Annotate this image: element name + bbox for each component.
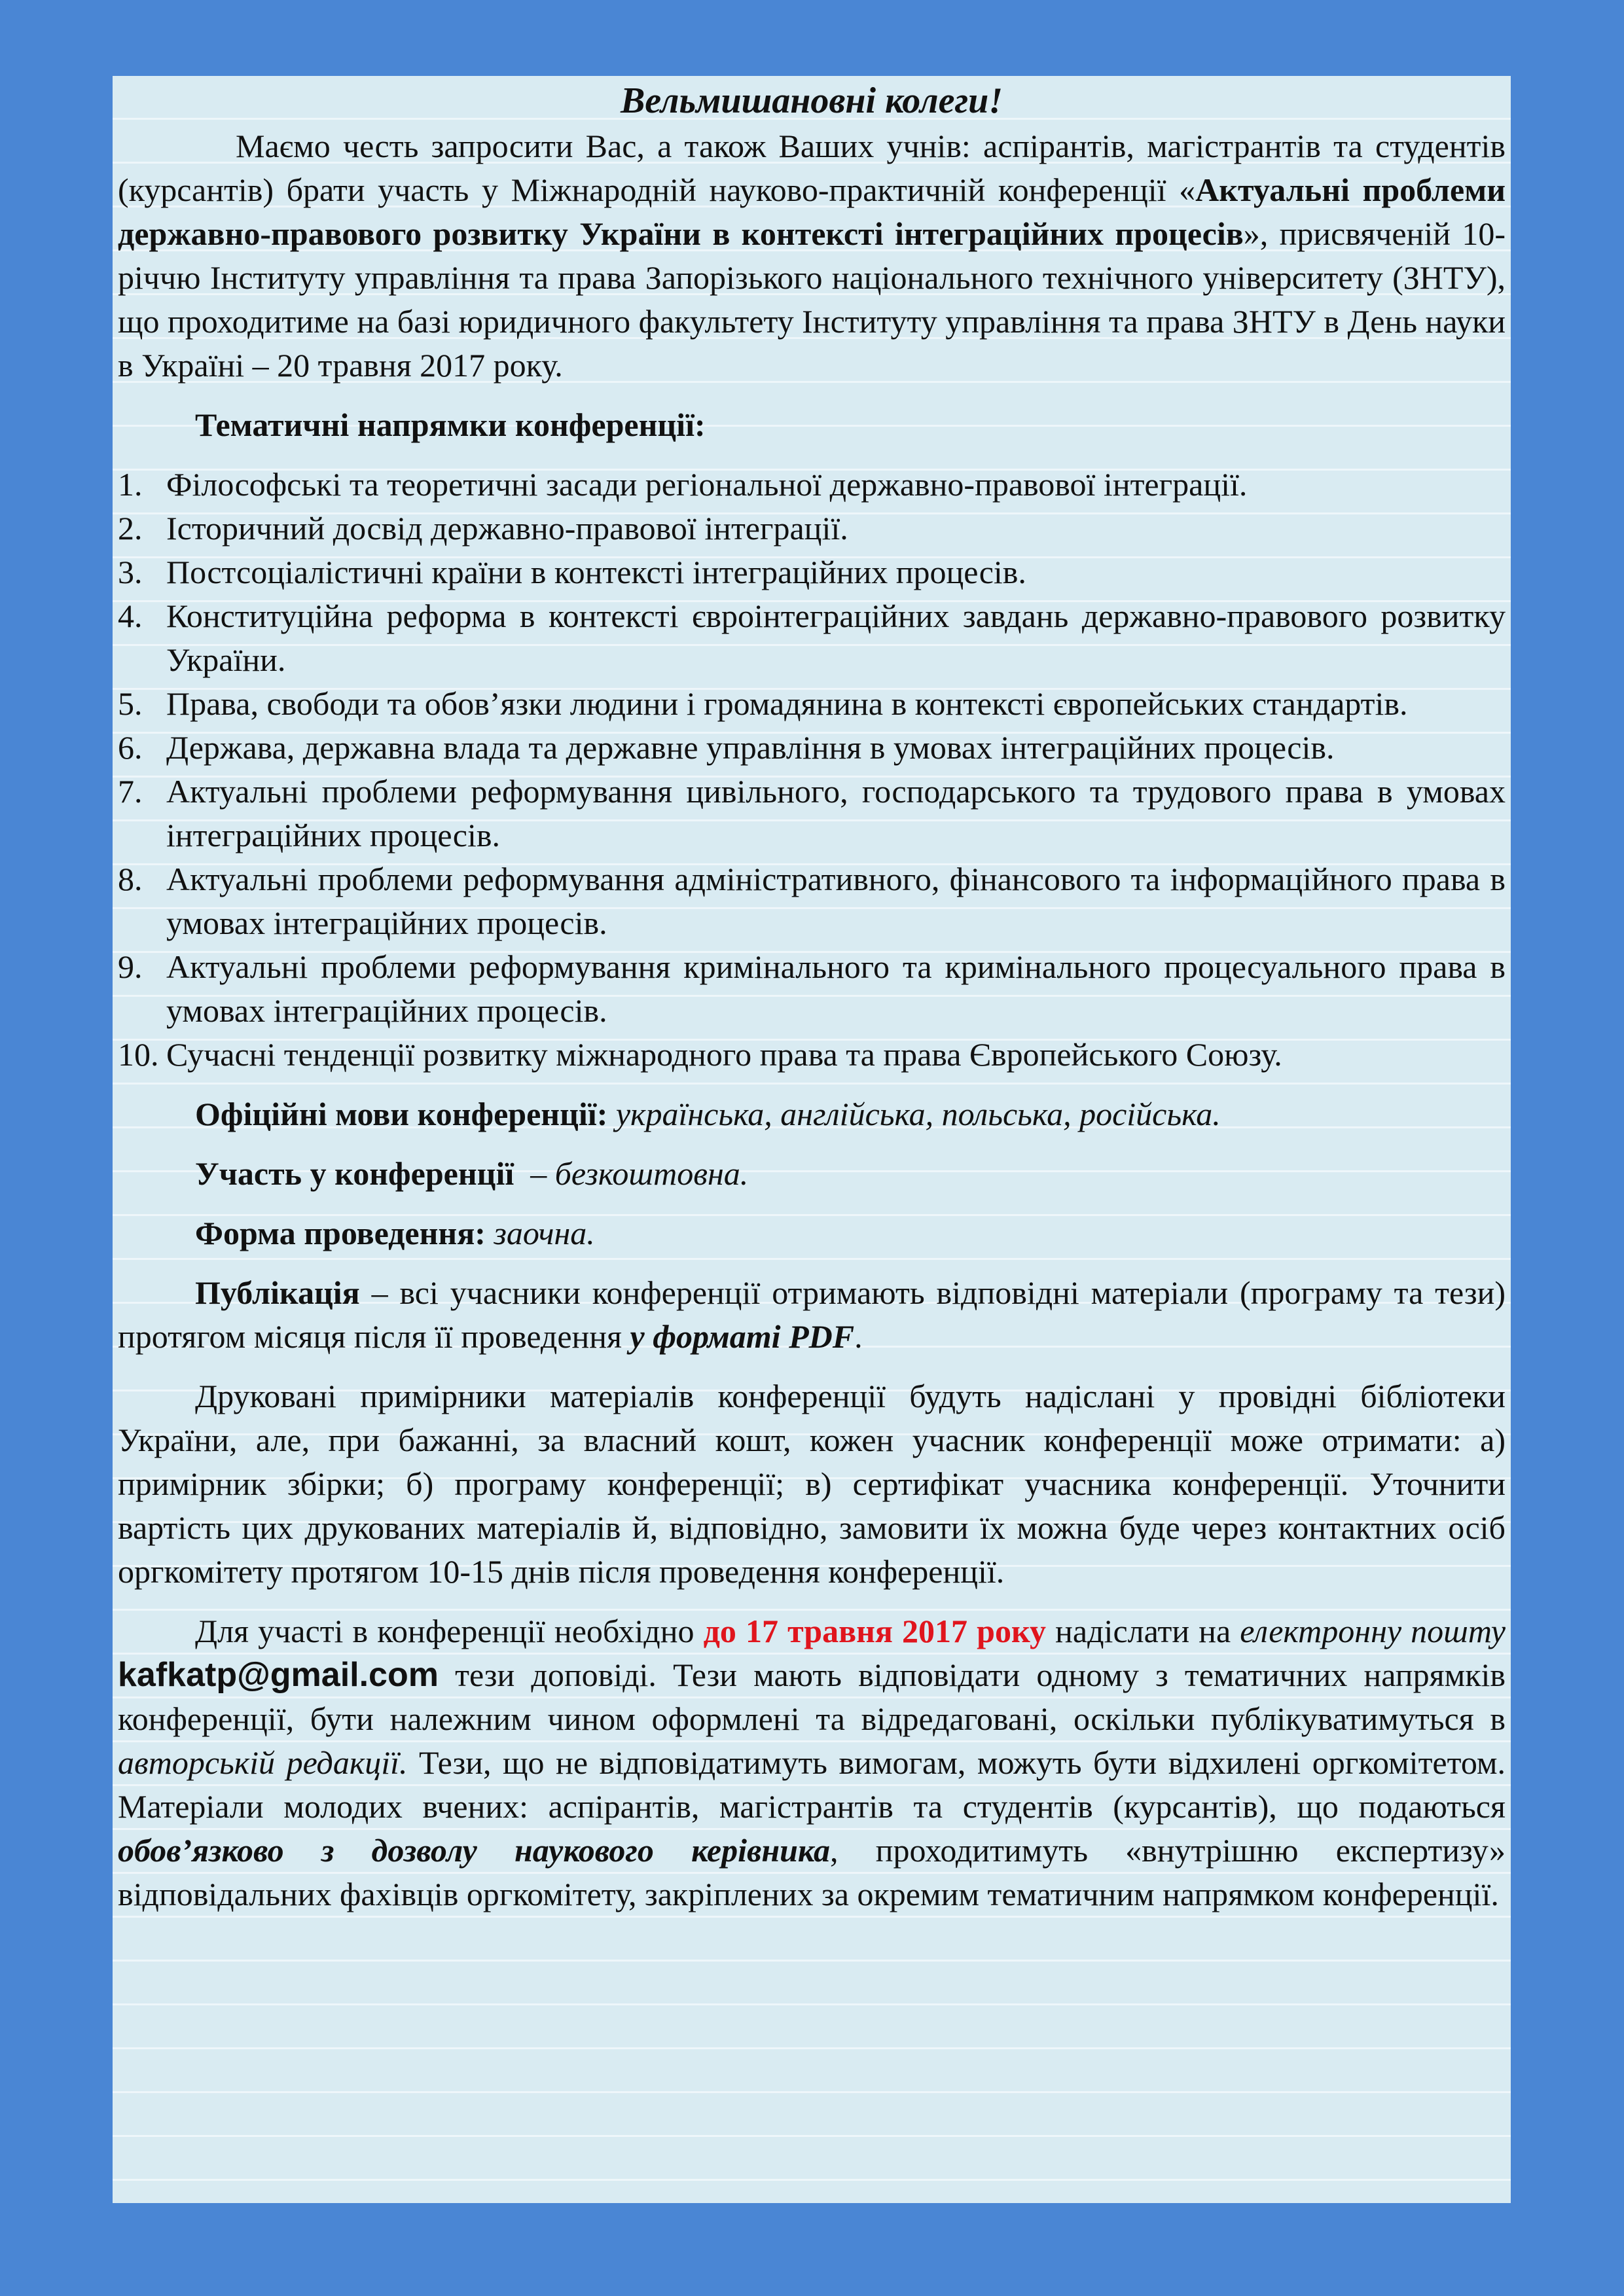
publication-format: у форматі PDF	[630, 1318, 855, 1355]
list-item-text: Історичний досвід державно-правової інтеграції.	[166, 510, 848, 547]
list-item-text: Конституційна реформа в контексті євроінтеграційних завдань державно-правового розвитку України.	[166, 598, 1506, 678]
submission-text-2: надіслати на	[1046, 1613, 1240, 1649]
mandatory-text: обов’язково з дозволу наукового керівника	[118, 1832, 831, 1869]
participation-label: Участь у конференції	[195, 1155, 514, 1192]
participation-line	[118, 1152, 1506, 1196]
list-item-number: 5.	[118, 685, 143, 722]
submission-text-4: Тези, що не відповідатимуть вимогам, можуть бути відхилені оргкомітетом. Матеріали молодих вчених: аспірантів, магістрантів та студентів (курсантів), що подаються	[118, 1744, 1506, 1825]
list-item	[118, 682, 1506, 726]
list-item	[118, 463, 1506, 507]
submission-text-3: тези доповіді. Тези мають відповідати одному з тематичних напрямків конференції, бути належним чином оформлені та відредаговані, оскільки публікуватимуться в	[118, 1657, 1506, 1737]
topics-heading: Тематичні напрямки конференції:	[195, 406, 706, 443]
languages-value: українська, англійська, польська, російська.	[615, 1096, 1221, 1132]
list-item-text: Актуальні проблеми реформування кримінального та кримінального процесуального права в умовах інтеграційних процесів.	[166, 948, 1506, 1029]
printed-paragraph: Друковані примірники матеріалів конференції будуть надіслані у провідні бібліотеки України, але, при бажанні, за власний кошт, кожен учасник конференції може отримати: а) примірник збірки; б) програму конференції; в) сертифікат учасника конференції. Уточнити вартість цих друкованих матеріалів й, відповідно, замовити їх можна буде через контактних осіб оргкомітету протягом 10-15 днів після проведення конференції.	[118, 1378, 1506, 1590]
languages-label: Офіційні мови конференції:	[195, 1096, 608, 1132]
list-item	[118, 945, 1506, 1033]
list-item	[118, 1033, 1506, 1077]
list-item-number: 10.	[118, 1036, 159, 1073]
list-item	[118, 550, 1506, 594]
submission-paragraph	[118, 1609, 1506, 1916]
list-item-text: Філософські та теоретичні засади регіональної державно-правової інтеграції.	[166, 466, 1248, 503]
form-value: заочна.	[494, 1215, 595, 1251]
topics-list	[118, 463, 1506, 1077]
list-item-number: 4.	[118, 598, 143, 634]
publication-text: – всі учасники конференції отримають відповідні матеріали (програму та тези) протягом місяця після її проведення	[118, 1274, 1506, 1355]
email-link[interactable]: kafkatp@gmail.com	[118, 1656, 439, 1694]
submission-text-5: , проходитимуть «внутрішню експертизу» відповідальних фахівців оргкомітету, закріплених за окремим тематичним напрямком конференції.	[118, 1832, 1506, 1912]
email-label: електронну пошту	[1240, 1613, 1506, 1649]
list-item-number: 1.	[118, 466, 143, 503]
publication-paragraph	[118, 1271, 1506, 1359]
form-line	[118, 1211, 1506, 1255]
list-item-text: Постсоціалістичні країни в контексті інтеграційних процесів.	[166, 554, 1026, 590]
submission-text-1: Для участі в конференції необхідно	[195, 1613, 704, 1649]
form-label: Форма проведення:	[195, 1215, 486, 1251]
edition-text: авторській редакції.	[118, 1744, 408, 1781]
list-item-number: 2.	[118, 510, 143, 547]
intro-text-2: », присвяченій 10-річчю Інституту управління та права Запорізького національного технічного університету (ЗНТУ), що проходитиме на базі юридичного факультету Інституту управління та права ЗНТУ в День науки в Україні – 20 травня 2017 року.	[118, 215, 1506, 384]
languages-line	[118, 1092, 1506, 1136]
list-item-text: Сучасні тенденції розвитку міжнародного права та права Європейського Союзу.	[166, 1036, 1282, 1073]
publication-end: .	[854, 1318, 863, 1355]
intro-text-1: Маємо честь запросити Вас, а також Ваших учнів: аспірантів, магістрантів та студентів (курсантів) брати участь у Міжнародній науково-практичній конференції «	[118, 128, 1506, 208]
invitation-sheet	[113, 76, 1511, 2203]
list-item-number: 8.	[118, 861, 143, 897]
page-title: Вельмишановні колеги!	[620, 81, 1003, 121]
list-item	[118, 770, 1506, 857]
conference-name: Актуальні проблеми державно-правового розвитку України в контексті інтеграційних процесів	[118, 171, 1506, 252]
list-item-text: Держава, державна влада та державне управління в умовах інтеграційних процесів.	[166, 729, 1335, 766]
list-item-number: 7.	[118, 773, 143, 810]
list-item-text: Актуальні проблеми реформування цивільного, господарського та трудового права в умовах інтеграційних процесів.	[166, 773, 1506, 853]
publication-label: Публікація	[195, 1274, 360, 1311]
list-item-number: 9.	[118, 948, 143, 985]
list-item	[118, 857, 1506, 945]
list-item-text: Права, свободи та обов’язки людини і громадянина в контексті європейських стандартів.	[166, 685, 1408, 722]
list-item-number: 3.	[118, 554, 143, 590]
deadline-text: до 17 травня 2017 року	[703, 1613, 1047, 1649]
list-item-number: 6.	[118, 729, 143, 766]
list-item	[118, 507, 1506, 550]
list-item	[118, 726, 1506, 770]
intro-paragraph	[118, 124, 1506, 387]
list-item	[118, 594, 1506, 682]
list-item-text: Актуальні проблеми реформування адміністративного, фінансового та інформаційного права в умовах інтеграційних процесів.	[166, 861, 1506, 941]
participation-value: – безкоштовна.	[530, 1155, 749, 1192]
